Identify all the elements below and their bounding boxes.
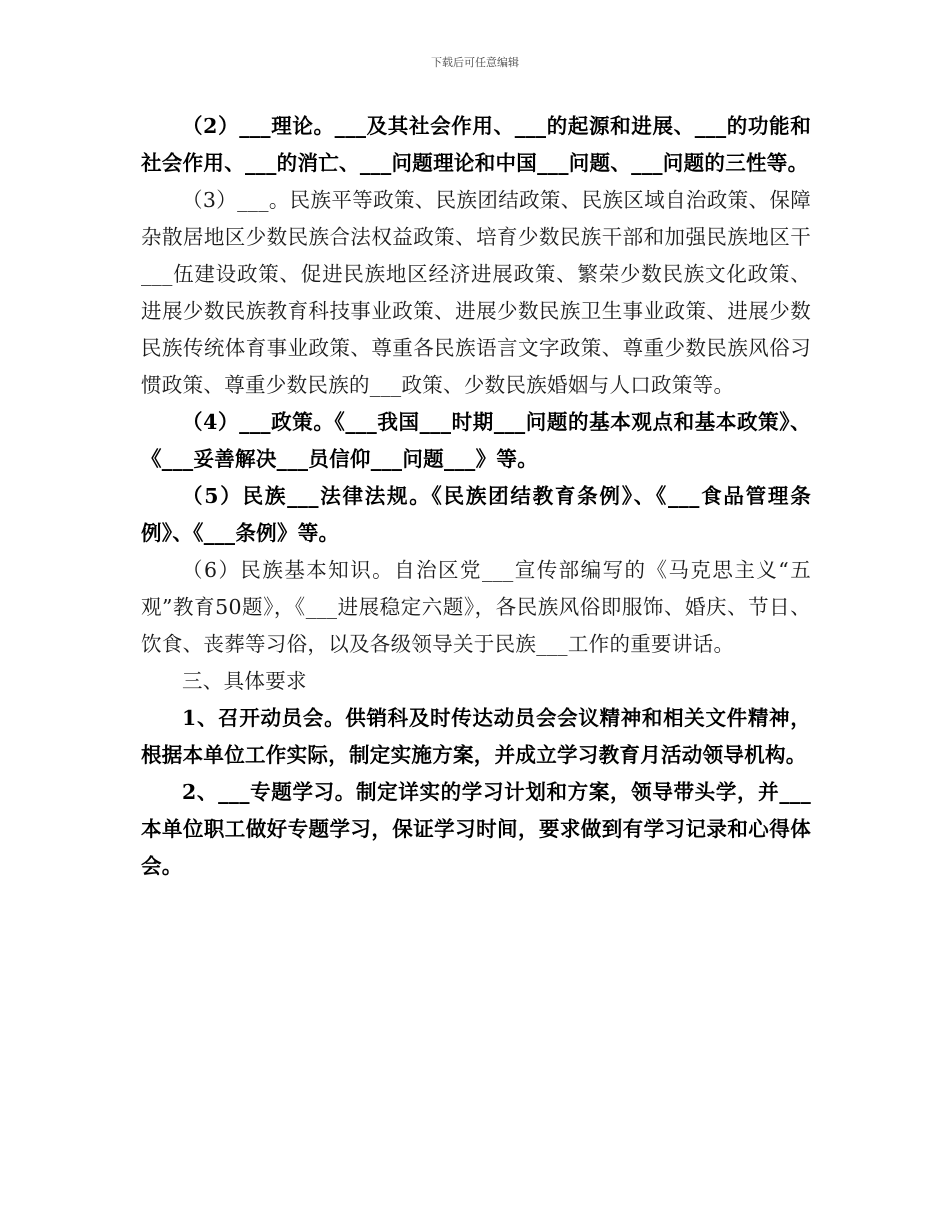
requirement-1-meeting: 1、召开动员会。供销科及时传达动员会会议精神和相关文件精神，根据本单位工作实际，制定实施方案，并成立学习教育月活动领导机构。 bbox=[141, 706, 811, 767]
paragraph-3-policies: （3）___。民族平等政策、民族团结政策、民族区域自治政策、保障杂散居地区少数民族合法权益政策、培育少数民族干部和加强民族地区干___伍建设政策、促进民族地区经济进展政策、繁荣少数民族文化政策、进展少数民族教育科技事业政策、进展少数民族卫生事业政策、进展少数民族传统体育事业政策、尊重各民族语言文字政策、尊重少数民族风俗习惯政策、尊重少数民族的___政策、少数民族婚姻与人口政策等。 bbox=[141, 188, 811, 397]
paragraph-6-knowledge: （6）民族基本知识。自治区党___宣传部编写的《马克思主义“五观”教育50题》，《___进展稳定六题》，各民族风俗即服饰、婚庆、节日、饮食、丧葬等习俗，以及各级领导关于民族___工作的重要讲话。 bbox=[141, 558, 811, 656]
paragraph-4-policy: （4）___政策。《___我国___时期___问题的基本观点和基本政策》、《___妥善解决___员信仰___问题___》等。 bbox=[141, 410, 811, 471]
paragraph-2-theory: （2）___理论。___及其社会作用、___的起源和进展、___的功能和社会作用、___的消亡、___问题理论和中国___问题、___问题的三性等。 bbox=[141, 114, 811, 175]
requirement-2-study: 2、___专题学习。制定详实的学习计划和方案，领导带头学，并___本单位职工做好专题学习，保证学习时间，要求做到有学习记录和心得体会。 bbox=[141, 780, 811, 878]
document-body bbox=[141, 108, 811, 885]
section-heading-requirements: 三、具体要求 bbox=[182, 669, 307, 693]
paragraph-5-laws: （5）民族___法律法规。《民族团结教育条例》、《___食品管理条例》、《___条例》等。 bbox=[141, 484, 811, 545]
page-header: 下载后可任意编辑 bbox=[431, 56, 519, 69]
